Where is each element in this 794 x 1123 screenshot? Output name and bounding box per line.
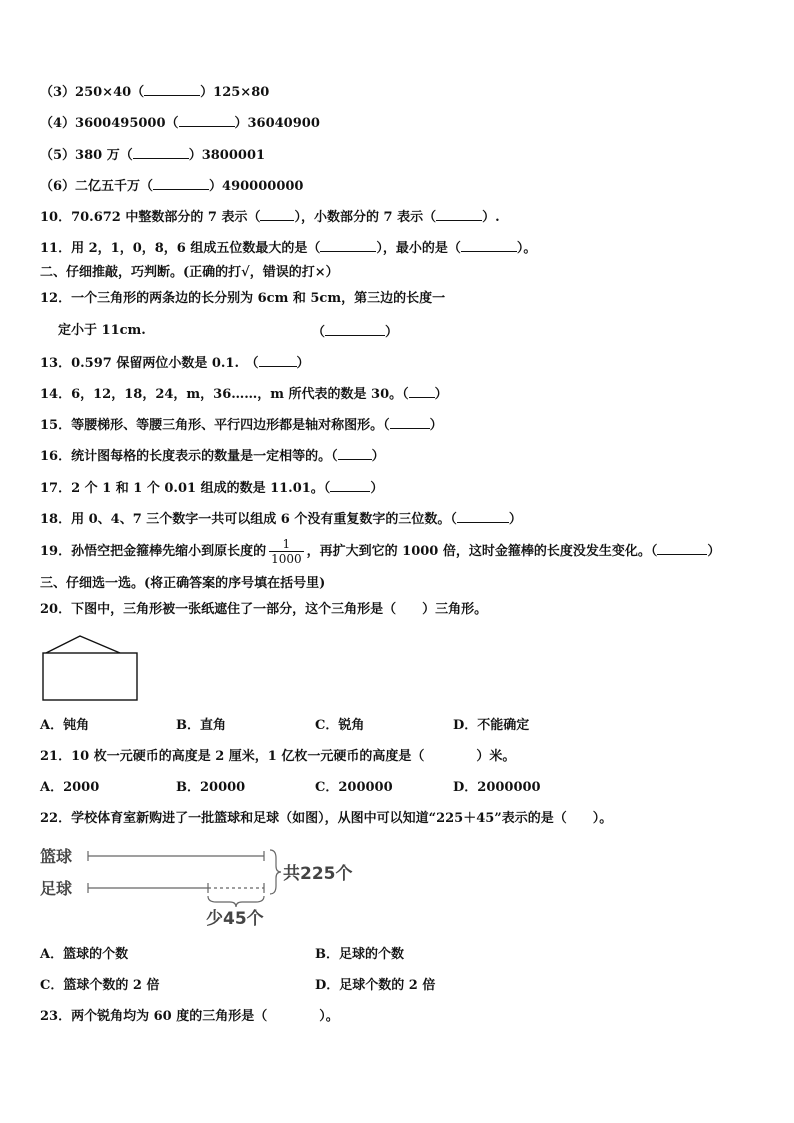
q10-mid: ），小数部分的 7 表示（ bbox=[294, 210, 437, 225]
q20-option-c[interactable]: C．锐角 bbox=[315, 718, 365, 733]
question-21: 21．10 枚一元硬币的高度是 2 厘米，1 亿枚一元硬币的高度是（ ）米。 bbox=[40, 749, 516, 764]
q18-pre: 18．用 0、4、7 三个数字一共可以组成 6 个没有重复数字的三位数。（ bbox=[40, 512, 457, 527]
question-16 bbox=[40, 446, 385, 466]
answer-blank[interactable] bbox=[320, 238, 376, 252]
answer-blank[interactable] bbox=[259, 353, 297, 367]
q9-sub4-post: ）36040900 bbox=[234, 116, 320, 131]
question-12-line1: 12．一个三角形的两条边的长分别为 6cm 和 5cm，第三边的长度一 bbox=[40, 291, 446, 306]
answer-blank[interactable] bbox=[390, 415, 430, 429]
answer-blank[interactable] bbox=[179, 113, 235, 127]
q11-mid: ），最小的是（ bbox=[376, 241, 461, 256]
ball-bar-diagram bbox=[38, 840, 368, 932]
q20-option-d[interactable]: D．不能确定 bbox=[453, 718, 530, 733]
q17-pre: 17．2 个 1 和 1 个 0.01 组成的数是 11.01。（ bbox=[40, 481, 331, 496]
answer-blank[interactable] bbox=[338, 446, 372, 460]
label-football: 足球 bbox=[40, 879, 73, 898]
q17-post: ） bbox=[370, 481, 384, 496]
q9-sub4 bbox=[40, 113, 320, 133]
section-2-heading: 二、仔细推敲，巧判断。(正确的打√，错误的打×） bbox=[40, 265, 339, 280]
q9-sub3 bbox=[40, 82, 269, 102]
q21-option-d[interactable]: D．2000000 bbox=[453, 780, 541, 795]
q9-sub6 bbox=[40, 176, 303, 196]
q13-pre: 13．0.597 保留两位小数是 0.1. （ bbox=[40, 356, 259, 371]
answer-blank[interactable] bbox=[260, 207, 294, 221]
q9-sub3-pre: （3）250×40（ bbox=[40, 85, 145, 100]
q10-pre: 10．70.672 中整数部分的 7 表示（ bbox=[40, 210, 261, 225]
paren-open: （ bbox=[312, 325, 326, 340]
q22-option-d[interactable]: D．足球个数的 2 倍 bbox=[315, 978, 436, 993]
q9-sub4-pre: （4）3600495000（ bbox=[40, 116, 179, 131]
question-12-line2 bbox=[58, 322, 146, 340]
question-19 bbox=[40, 536, 720, 568]
q9-sub5 bbox=[40, 145, 265, 165]
question-22: 22．学校体育室新购进了一批篮球和足球（如图），从图中可以知道“225＋45”表示的是（ ）。 bbox=[40, 811, 613, 826]
paren-close: ） bbox=[385, 325, 399, 340]
q15-post: ） bbox=[429, 418, 443, 433]
q19-end: ） bbox=[707, 544, 721, 559]
answer-blank[interactable] bbox=[461, 238, 517, 252]
question-18 bbox=[40, 509, 522, 529]
fraction bbox=[269, 537, 304, 566]
q9-sub6-post: ）490000000 bbox=[209, 179, 304, 194]
q19-post: ，再扩大到它的 1000 倍，这时金箍棒的长度没发生变化。（ bbox=[306, 544, 658, 559]
fraction-numerator: 1 bbox=[282, 537, 291, 551]
q20-option-b[interactable]: B．直角 bbox=[176, 718, 226, 733]
answer-blank[interactable] bbox=[409, 384, 435, 398]
q9-sub5-pre: （5）380 万（ bbox=[40, 148, 133, 163]
q14-pre: 14．6，12，18，24，m，36……，m 所代表的数是 30。（ bbox=[40, 387, 409, 402]
q11-pre: 11．用 2，1，0，8，6 组成五位数最大的是（ bbox=[40, 241, 321, 256]
question-13 bbox=[40, 353, 310, 373]
q16-pre: 16．统计图每格的长度表示的数量是一定相等的。（ bbox=[40, 449, 338, 464]
q19-pre: 19．孙悟空把金箍棒先缩小到原长度的 bbox=[40, 544, 267, 559]
question-14 bbox=[40, 384, 448, 404]
q12-line2-text: 定小于 11cm. bbox=[58, 323, 146, 338]
q18-post: ） bbox=[508, 512, 522, 527]
q9-sub6-pre: （6）二亿五千万（ bbox=[40, 179, 154, 194]
q9-sub3-post: ）125×80 bbox=[200, 85, 270, 100]
total-brace bbox=[270, 850, 281, 894]
q22-option-a[interactable]: A．篮球的个数 bbox=[40, 947, 129, 962]
q14-post: ） bbox=[434, 387, 448, 402]
answer-blank[interactable] bbox=[153, 176, 209, 190]
covered-triangle-figure bbox=[38, 632, 144, 704]
question-20: 20．下图中，三角形被一张纸遮住了一部分，这个三角形是（ ）三角形。 bbox=[40, 602, 488, 617]
answer-blank[interactable] bbox=[457, 509, 509, 523]
covering-paper-rect bbox=[43, 653, 137, 700]
q16-post: ） bbox=[371, 449, 385, 464]
answer-blank[interactable] bbox=[144, 82, 200, 96]
q21-option-b[interactable]: B．20000 bbox=[176, 780, 246, 795]
q21-option-c[interactable]: C．200000 bbox=[315, 780, 393, 795]
section-3-heading: 三、仔细选一选。(将正确答案的序号填在括号里) bbox=[40, 576, 326, 591]
triangle-visible-edges bbox=[46, 636, 120, 653]
label-basketball: 篮球 bbox=[40, 847, 73, 866]
answer-blank[interactable] bbox=[325, 322, 385, 336]
q9-sub5-post: ）3800001 bbox=[188, 148, 266, 163]
less-label: 少45个 bbox=[206, 909, 264, 929]
q22-option-b[interactable]: B．足球的个数 bbox=[315, 947, 404, 962]
total-label: 共225个 bbox=[283, 864, 353, 884]
question-15 bbox=[40, 415, 443, 435]
question-11 bbox=[40, 238, 536, 258]
q20-option-a[interactable]: A．钝角 bbox=[40, 718, 90, 733]
q21-option-a[interactable]: A．2000 bbox=[40, 780, 100, 795]
q22-option-c[interactable]: C．篮球个数的 2 倍 bbox=[40, 978, 160, 993]
q13-post: ） bbox=[296, 356, 310, 371]
answer-blank[interactable] bbox=[657, 541, 707, 555]
answer-blank[interactable] bbox=[330, 478, 370, 492]
fraction-denominator: 1000 bbox=[271, 552, 302, 566]
question-10 bbox=[40, 207, 500, 227]
q10-post: ）. bbox=[482, 210, 500, 225]
answer-blank[interactable] bbox=[133, 145, 189, 159]
answer-blank[interactable] bbox=[436, 207, 482, 221]
question-23: 23．两个锐角均为 60 度的三角形是（ ）。 bbox=[40, 1009, 339, 1024]
less-brace bbox=[208, 896, 264, 907]
q15-pre: 15．等腰梯形、等腰三角形、平行四边形都是轴对称图形。（ bbox=[40, 418, 390, 433]
question-17 bbox=[40, 478, 383, 498]
q11-post: ）。 bbox=[516, 241, 537, 256]
question-12-answer bbox=[312, 322, 398, 342]
